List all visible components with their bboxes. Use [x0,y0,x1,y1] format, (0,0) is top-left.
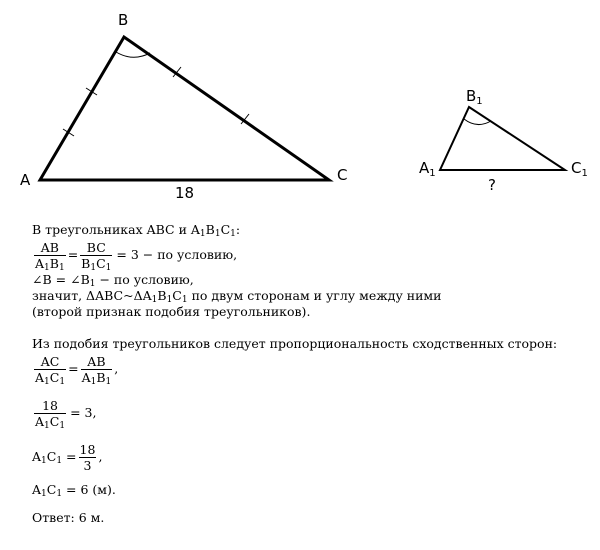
triangle-a1b1c1 [440,107,565,170]
label-side-ac: 18 [175,184,195,202]
proportion-line: Из подобия треугольников следует пропорциональность сходственных сторон: [32,336,558,351]
equation-1: $\frac{AC}{A_1C_1}$ = $\frac{AB}{A_1B_1}$ , [35,353,119,387]
fraction-bc: $\frac{BC}{B_1C_1}$ [81,239,112,273]
label-c: C [337,166,348,184]
ratio-equation: $\frac{AB}{A_1B_1}$ = $\frac{BC}{B_1C_1}$ = 3 − по условию, [35,239,238,273]
label-side-a1c1: ? [488,176,496,194]
fraction-18-3: $\frac{18}{3}$ [79,441,96,473]
similarity-line: значит, $\Delta ABC\sim\Delta A_1B_1C_1$ по двум сторонам и углу между ними [32,288,442,305]
fraction-ac: $\frac{AC}{A_1C_1}$ [35,353,66,387]
label-b: B [118,11,129,29]
fraction-ab: $\frac{AB}{A_1B_1}$ [35,239,65,273]
answer-line: Ответ: 6 м. [32,510,105,525]
equation-2: $\frac{18}{A_1C_1}$ = 3, [35,397,97,431]
label-c1: $C_1$ [571,159,588,179]
fraction-18-a1c1: $\frac{18}{A_1C_1}$ [35,397,66,431]
label-b1: $B_1$ [466,87,483,107]
solution-text [32,222,592,526]
label-a: A [20,171,31,189]
triangle-abc [40,37,329,180]
angle-line: ∠B = $\angle B_1$ − по условию, [32,272,194,289]
triangles-figure [0,0,600,210]
label-a1: $A_1$ [419,159,436,179]
intro-line: В треугольниках ABC и $A_1B_1C_1$: [32,222,241,239]
fraction-ab-2: $\frac{AB}{A_1B_1}$ [81,353,112,387]
criterion-line: (второй признак подобия треугольников). [32,304,311,319]
equation-3: $A_1C_1$ = $\frac{18}{3}$ , [32,441,103,473]
equation-4: $A_1C_1 = 6$ (м). [32,482,116,499]
